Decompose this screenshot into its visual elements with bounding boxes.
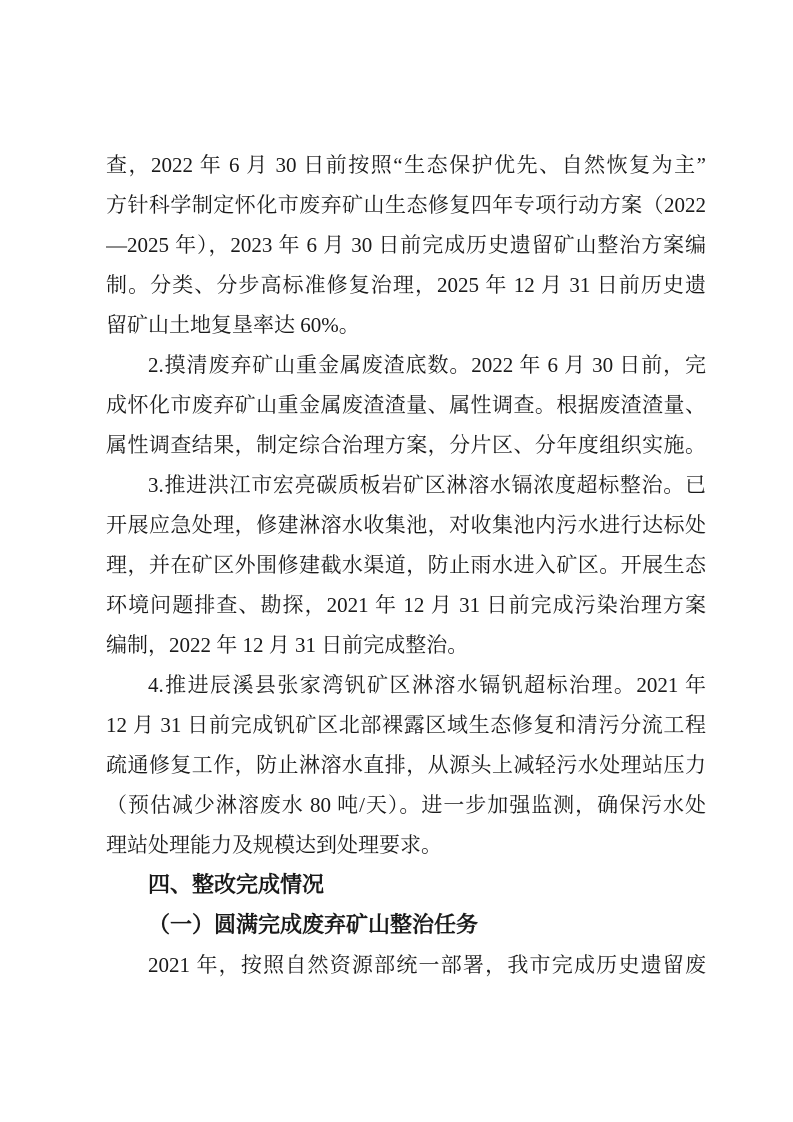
doc-line: —2025 年），2023 年 6 月 30 日前完成历史遗留矿山整治方案编 — [106, 233, 706, 257]
subsection-heading: （一）圆满完成废弃矿山整治任务 — [148, 912, 479, 937]
doc-line: 查，2022 年 6 月 30 日前按照“生态保护优先、自然恢复为主” — [106, 153, 706, 177]
doc-line: 4.推进辰溪县张家湾钒矿区淋溶水镉钒超标治理。2021 年 — [148, 673, 706, 697]
doc-line: 3.推进洪江市宏亮碳质板岩矿区淋溶水镉浓度超标整治。已 — [148, 473, 706, 497]
doc-line: 2.摸清废弃矿山重金属废渣底数。2022 年 6 月 30 日前，完 — [148, 353, 706, 377]
doc-line: 编制，2022 年 12 月 31 日前完成整治。 — [106, 633, 469, 657]
doc-line: 12 月 31 日前完成钒矿区北部裸露区域生态修复和清污分流工程 — [106, 713, 706, 737]
doc-line: 疏通修复工作，防止淋溶水直排，从源头上减轻污水处理站压力 — [106, 753, 706, 777]
section-heading: 四、整改完成情况 — [148, 872, 325, 897]
doc-line: 开展应急处理，修建淋溶水收集池，对收集池内污水进行达标处 — [106, 513, 706, 537]
document-content — [106, 145, 706, 985]
doc-line: 制。分类、分步高标准修复治理，2025 年 12 月 31 日前历史遗 — [106, 273, 706, 297]
doc-line: （预估减少淋溶废水 80 吨/天）。进一步加强监测，确保污水处 — [106, 793, 706, 817]
doc-line: 理，并在矿区外围修建截水渠道，防止雨水进入矿区。开展生态 — [106, 553, 706, 577]
doc-line: 环境问题排查、勘探，2021 年 12 月 31 日前完成污染治理方案 — [106, 593, 706, 617]
doc-line: 方针科学制定怀化市废弃矿山生态修复四年专项行动方案（2022 — [106, 193, 706, 217]
doc-line: 成怀化市废弃矿山重金属废渣渣量、属性调查。根据废渣渣量、 — [106, 393, 706, 417]
doc-line: 留矿山土地复垦率达 60%。 — [106, 313, 360, 337]
doc-line: 属性调查结果，制定综合治理方案，分片区、分年度组织实施。 — [106, 433, 706, 457]
doc-line: 2021 年，按照自然资源部统一部署，我市完成历史遗留废 — [148, 953, 706, 977]
doc-line: 理站处理能力及规模达到处理要求。 — [106, 833, 442, 857]
